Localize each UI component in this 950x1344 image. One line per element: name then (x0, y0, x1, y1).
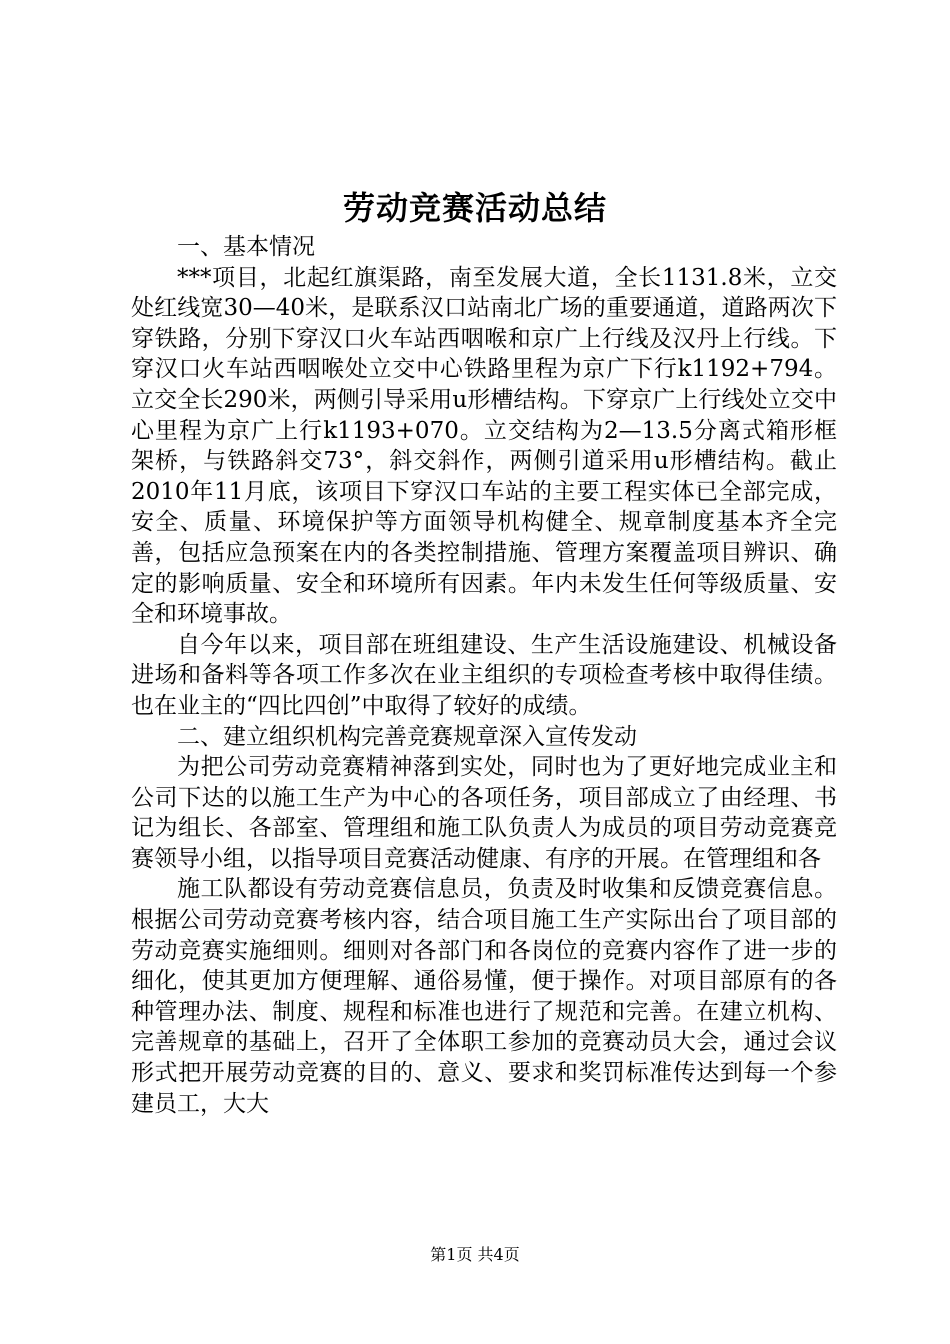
page-number-footer: 第1页 共4页 (430, 1245, 520, 1264)
document-body (131, 232, 837, 1119)
paragraph-project-overview: ***项目，北起红旗渠路，南至发展大道，全长1131.8米，立交处红线宽30—40米，是联系汉口站南北广场的重要通道，道路两次下穿铁路，分别下穿汉口火车站西咽喉和京广上行线及汉丹上行线。下穿汉口火车站西咽喉处立交中心铁路里程为京广下行k1192+794。立交全长290米，两侧引导采用u形槽结构。下穿京广上行线处立交中心里程为京广上行k1193+070。立交结构为2—13.5分离式箱形框架桥，与铁路斜交73°，斜交斜作，两侧引道采用u形槽结构。截止2010年11月底，该项目下穿汉口车站的主要工程实体已全部完成，安全、质量、环境保护等方面领导机构健全、规章制度基本齐全完善，包括应急预案在内的各类控制措施、管理方案覆盖项目辨识、确定的影响质量、安全和环境所有因素。年内未发生任何等级质量、安全和环境事故。 (131, 264, 837, 628)
paragraph-leadership-group: 为把公司劳动竞赛精神落到实处，同时也为了更好地完成业主和公司下达的以施工生产为中心的各项任务，项目部成立了由经理、书记为组长、各部室、管理组和施工队负责人为成员的项目劳动竞赛竞赛领导小组，以指导项目竞赛活动健康、有序的开展。在管理组和各 (131, 754, 837, 872)
document-title: 劳动竞赛活动总结 (342, 189, 607, 227)
paragraph-achievements: 自今年以来，项目部在班组建设、生产生活设施建设、机械设备进场和备料等各项工作多次在业主组织的专项检查考核中取得佳绩。也在业主的“四比四创”中取得了较好的成绩。 (131, 631, 837, 719)
paragraph-competition-rules: 施工队都设有劳动竞赛信息员，负责及时收集和反馈竞赛信息。根据公司劳动竞赛考核内容，结合项目施工生产实际出台了项目部的劳动竞赛实施细则。细则对各部门和各岗位的竞赛内容作了进一步的细化，使其更加方便理解、通俗易懂，便于操作。对项目部原有的各种管理办法、制度、规程和标准也进行了规范和完善。在建立机构、完善规章的基础上，召开了全体职工参加的竞赛动员大会，通过会议形式把开展劳动竞赛的目的、意义、要求和奖罚标准传达到每一个参建员工，大大 (131, 876, 837, 1117)
section-heading-basic-info: 一、基本情况 (177, 234, 315, 260)
section-heading-organization: 二、建立组织机构完善竞赛规章深入宣传发动 (177, 723, 637, 750)
